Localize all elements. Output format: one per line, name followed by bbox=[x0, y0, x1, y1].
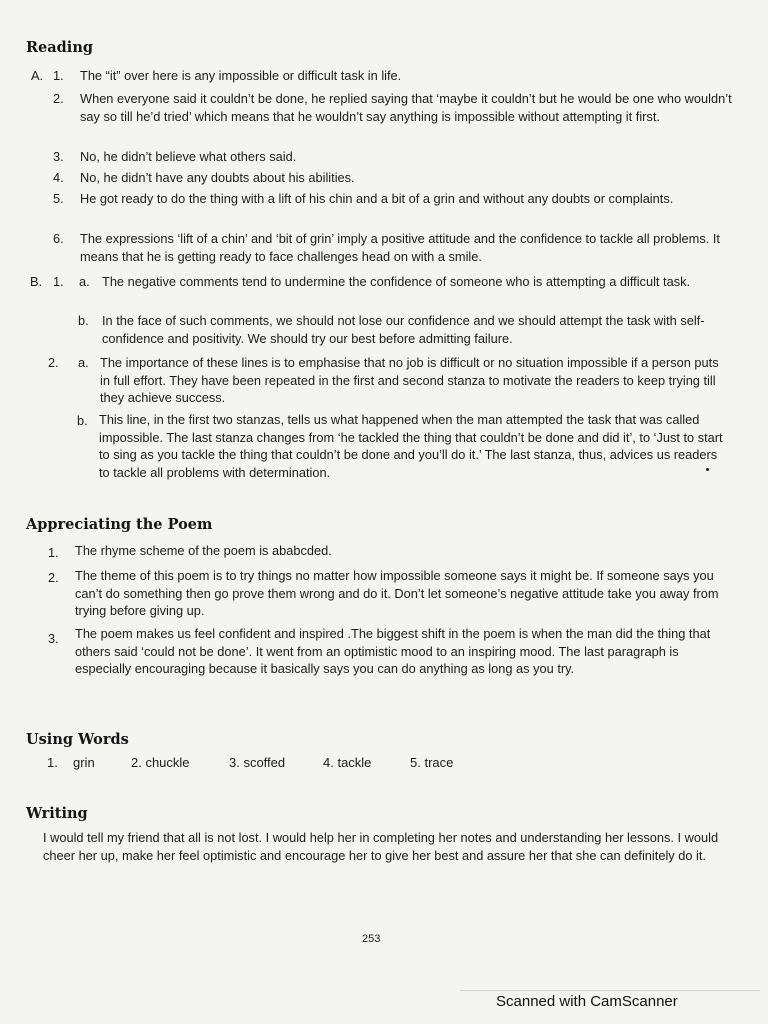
uw-word-1: grin bbox=[73, 755, 95, 770]
reading-heading: Reading bbox=[26, 39, 93, 56]
section-a-label: A. bbox=[31, 68, 44, 83]
a3-text: No, he didn’t believe what others said. bbox=[80, 149, 297, 164]
a4-number: 4. bbox=[53, 170, 64, 185]
a6-number: 6. bbox=[53, 231, 64, 246]
appreciating-heading: Appreciating the Poem bbox=[26, 516, 213, 533]
footer-divider bbox=[460, 990, 760, 991]
a5-text: He got ready to do the thing with a lift of his chin and a bit of a grin and without any doubts or complaints. bbox=[80, 191, 674, 206]
uw-word-3: 3. scoffed bbox=[229, 755, 286, 770]
a2-number: 2. bbox=[53, 91, 64, 106]
a1-number: 1. bbox=[53, 68, 64, 83]
ap1-text: The rhyme scheme of the poem is ababcded. bbox=[75, 543, 332, 558]
a5-number: 5. bbox=[53, 191, 64, 206]
a4-text: No, he didn’t have any doubts about his abilities. bbox=[80, 170, 355, 185]
b2-number: 2. bbox=[48, 355, 59, 370]
writing-text: I would tell my friend that all is not lost. I would help her in completing her notes and understanding her lessons. I would cheer her up, make her feel optimistic and encourage her to give her best and assure her that she can definitely do it. bbox=[43, 830, 719, 863]
page-number: 253 bbox=[362, 933, 381, 945]
b2b-text: This line, in the first two stanzas, tells us what happened when the man attempted the task that was called impossible. The last stanza changes from ‘he tackled the thing that couldn’t be done and did it’, to ‘Just to start to sing as you tackle the thing that couldn’t be done and you’ll do it.’ The last stanza, thus, advices us readers to tackle all problems with determination. bbox=[99, 412, 723, 480]
uw-number: 1. bbox=[47, 755, 58, 770]
b2b-letter: b. bbox=[77, 413, 88, 428]
uw-word-4: 4. tackle bbox=[323, 755, 372, 770]
ap2-text: The theme of this poem is to try things no matter how impossible someone says it might be. If someone says you can’t do something then go prove them wrong and do it. Don’t let someone’s negative attitude take you away from trying before giving up. bbox=[75, 568, 719, 618]
b1-number: 1. bbox=[53, 274, 64, 289]
b2a-text: The importance of these lines is to emphasise that no job is difficult or no situation impossible if a person puts in full effort. They have been repeated in the first and second stanza to motivate the readers to keep trying till they achieve success. bbox=[100, 355, 719, 405]
b1b-letter: b. bbox=[78, 313, 89, 328]
ap3-text: The poem makes us feel confident and inspired .The biggest shift in the poem is when the man did the thing that others said ‘could not be done’. It went from an optimistic mood to an inspiring mood. The last paragraph is especially encouraging because it basically says you can do anything as long as you try. bbox=[75, 626, 711, 676]
a2-text: When everyone said it couldn’t be done, he replied saying that ‘maybe it couldn’t but he would be one who wouldn’t say so till he’d tried’ which means that he wouldn’t say anything is impossible without attempting it first. bbox=[80, 91, 732, 124]
stray-mark bbox=[706, 468, 709, 471]
a3-number: 3. bbox=[53, 149, 64, 164]
uw-word-5: 5. trace bbox=[410, 755, 454, 770]
writing-heading: Writing bbox=[26, 805, 88, 822]
ap2-number: 2. bbox=[48, 570, 59, 585]
ap3-number: 3. bbox=[48, 631, 59, 646]
ap1-number: 1. bbox=[48, 545, 59, 560]
scanner-watermark: Scanned with CamScanner bbox=[496, 993, 678, 1010]
uw-word-2: 2. chuckle bbox=[131, 755, 190, 770]
a6-text: The expressions ‘lift of a chin’ and ‘bit of grin’ imply a positive attitude and the confidence to tackle all problems. It means that he is getting ready to face challenges head on with a smile. bbox=[80, 231, 720, 264]
b1a-text: The negative comments tend to undermine the confidence of someone who is attempting a difficult task. bbox=[102, 274, 691, 289]
a1-text: The “it” over here is any impossible or difficult task in life. bbox=[80, 68, 402, 83]
b1a-letter: a. bbox=[79, 274, 90, 289]
b1b-text: In the face of such comments, we should not lose our confidence and we should attempt the task with self-confidence and positivity. We should try our best before admitting failure. bbox=[102, 313, 705, 346]
b2a-letter: a. bbox=[78, 355, 89, 370]
using-words-heading: Using Words bbox=[26, 731, 129, 748]
section-b-label: B. bbox=[30, 274, 43, 289]
